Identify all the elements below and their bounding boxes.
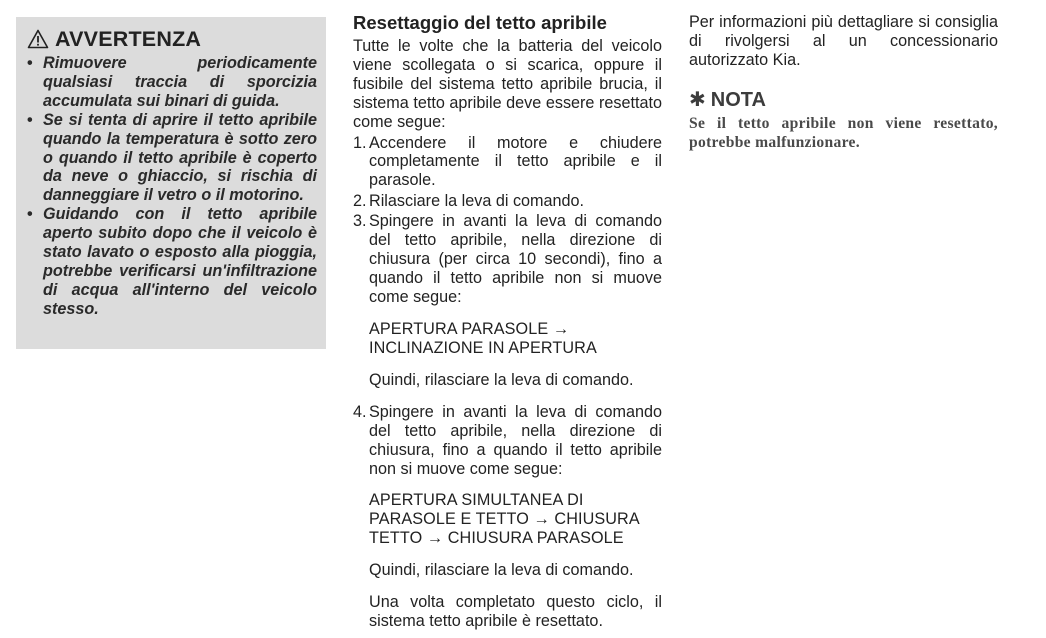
bullet: • (27, 205, 33, 224)
warning-triangle-icon (27, 29, 49, 49)
step-number: 4. (353, 403, 367, 422)
bullet: • (27, 110, 33, 129)
note-heading (689, 89, 998, 111)
reset-steps (353, 134, 662, 307)
info-text: Per informazioni più dettagliare si consiglia di rivolgersi al un concessionario autorizzato Kia. (689, 13, 998, 69)
warning-item (26, 111, 317, 206)
step-text: Spingere in avanti la leva di comando del tetto apribile, nella direzione di chiusura (per circa 10 secondi), fino a quando il tetto apribile non si muove come segue: (369, 212, 662, 306)
reset-heading: Resettaggio del tetto apribile (353, 12, 607, 33)
step-number: 1. (353, 133, 367, 152)
warning-item-text: Se si tenta di aprire il tetto apribile quando la temperatura è sotto zero o quando il tetto apribile è coperto da neve o ghiaccio, si rischia di danneggiare il vetro o il motorino. (43, 110, 317, 205)
note-text: Se il tetto apribile non viene resettato, potrebbe malfunzionare. (689, 114, 998, 151)
step-sequence: APERTURA PARASOLE → INCLINAZIONE IN APERTURA (369, 319, 597, 357)
step-text: Rilasciare la leva di comando. (369, 191, 585, 210)
step-number: 3. (353, 212, 367, 231)
step-number: 2. (353, 191, 367, 210)
warning-item-text: Guidando con il tetto apribile aperto subito dopo che il veicolo è stato lavato o esposto alla pioggia, potrebbe verificarsi un'infiltrazione di acqua all'interno del veicolo stesso. (43, 205, 317, 318)
step-item (353, 212, 662, 307)
step-text: Spingere in avanti la leva di comando del tetto apribile, nella direzione di chiusura, fino a quando il tetto apribile non si muove come segue: (369, 403, 662, 479)
reset-intro: Tutte le volte che la batteria del veicolo viene scollegata o si scarica, oppure il fusibile del sistema tetto apribile brucia, il sistema tetto apribile deve essere resettato come segue: (353, 37, 662, 131)
reset-section (353, 0, 662, 630)
warning-heading (27, 27, 317, 51)
warning-item (26, 54, 317, 111)
reset-steps-continued (353, 403, 662, 479)
step-item (353, 134, 662, 191)
warning-item-text: Rimuovere periodicamente qualsiasi traccia di sporcizia accumulata sui binari di guida. (43, 54, 317, 110)
warning-list (26, 54, 317, 319)
step-item (353, 192, 662, 211)
step-text: Accendere il motore e chiudere completamente il tetto apribile e il parasole. (369, 133, 662, 190)
bullet: • (27, 54, 33, 72)
note-title: NOTA (710, 88, 766, 111)
step-after: Quindi, rilasciare la leva di comando. (369, 370, 634, 389)
step-after: Quindi, rilasciare la leva di comando. (369, 560, 634, 579)
step-item (353, 403, 662, 479)
step-final: Una volta completato questo ciclo, il sistema tetto apribile è resettato. (369, 592, 662, 630)
info-section (689, 0, 998, 152)
warning-item (26, 205, 317, 318)
warning-box (16, 17, 326, 349)
asterisk-icon: ✱ (689, 88, 706, 111)
step-sequence: APERTURA SIMULTANEA DI PARASOLE E TETTO → CHIUSURA TETTO → CHIUSURA PARASOLE (369, 491, 639, 547)
warning-title: AVVERTENZA (55, 27, 202, 51)
